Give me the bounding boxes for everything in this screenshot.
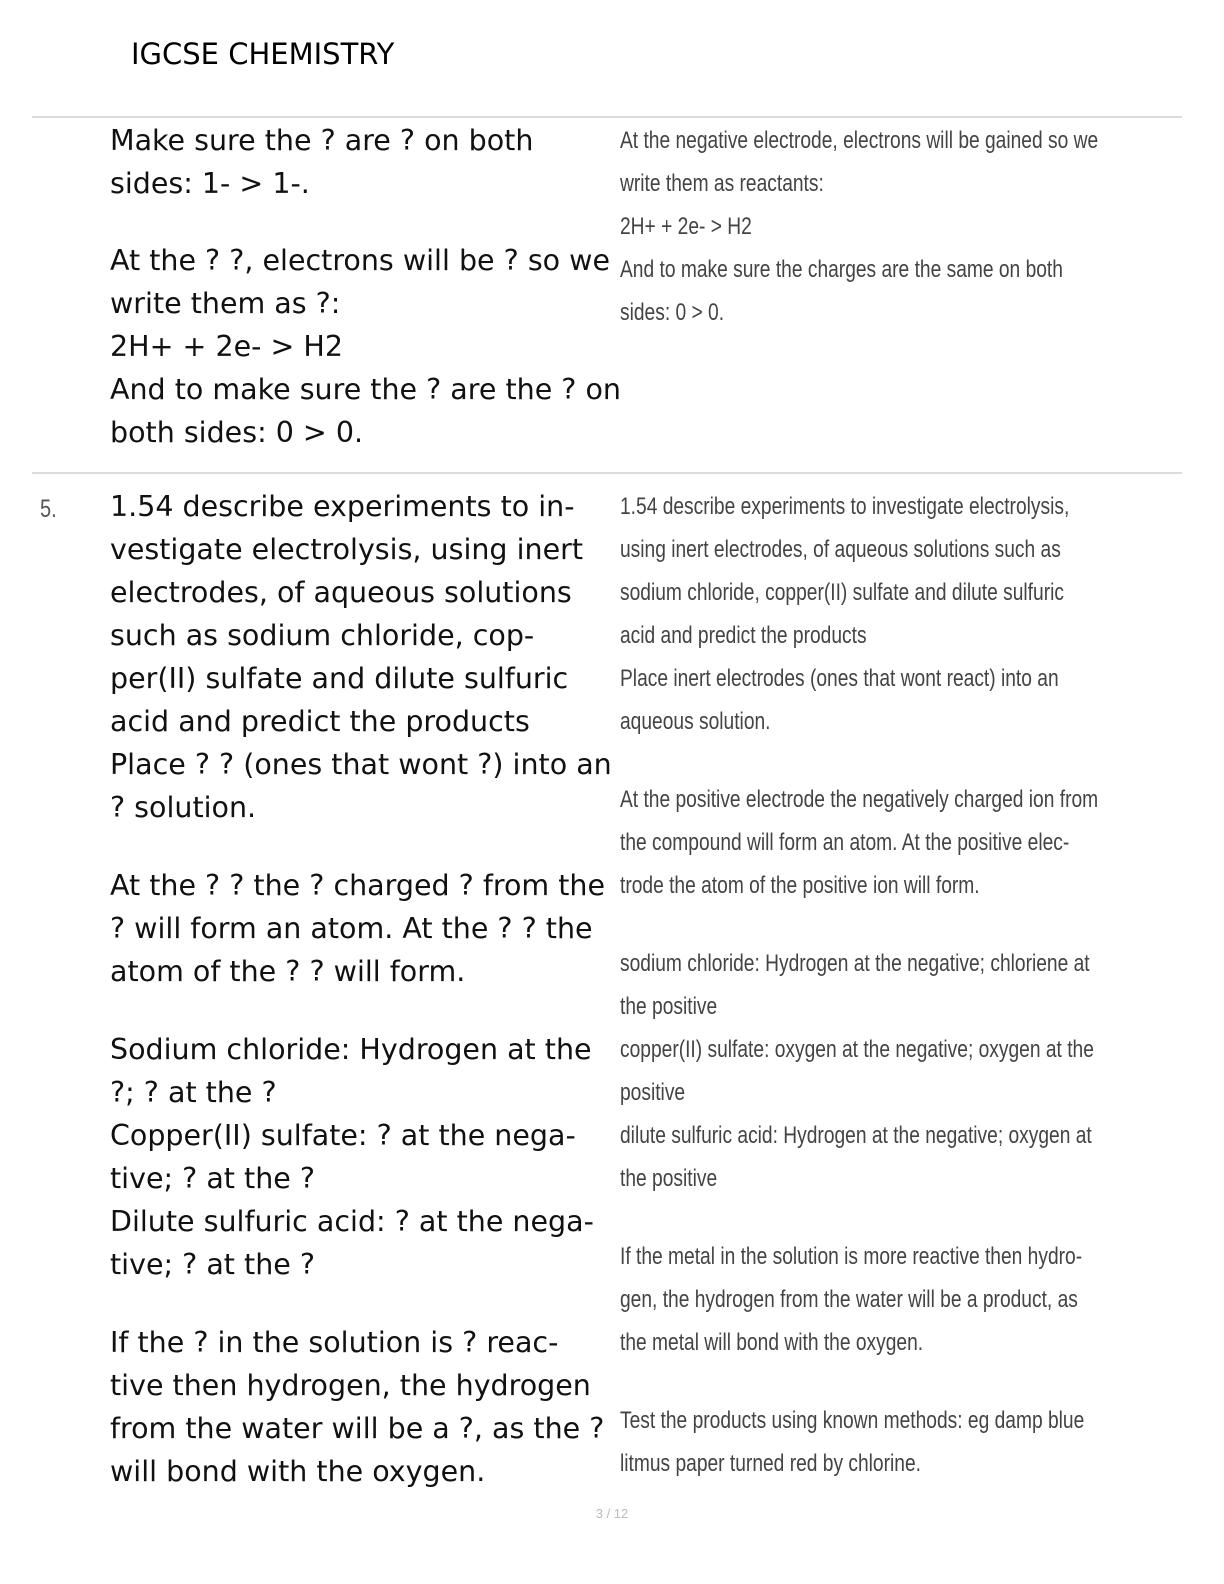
text-line: And to make sure the ? are the ? on [110,373,621,406]
text-line: per(II) sulfate and dilute sulfuric [110,662,569,695]
text-line: the metal will bond with the oxygen. [620,1329,924,1356]
text-line: ? solution. [110,791,257,824]
text-line: such as sodium chloride, cop- [110,619,535,652]
text-line: 1.54 describe experiments to investigate electrolysis, [620,493,1070,520]
text-line: If the metal in the solution is more reactive then hydro- [620,1243,1083,1270]
text-line: At the positive electrode the negatively charged ion from [620,786,1099,813]
row-5-left-cell [110,485,612,1493]
text-line: the positive [620,993,718,1020]
text-line: write them as reactants: [620,170,824,197]
text-line: If the ? in the solution is ? reac- [110,1326,559,1359]
text-line: aqueous solution. [620,708,771,735]
text-line: using inert electrodes, of aqueous solutions such as [620,536,1061,563]
text-line: Copper(II) sulfate: ? at the nega- [110,1119,576,1152]
text-line: ? will form an atom. At the ? ? the [110,912,593,945]
text-line: acid and predict the products [110,705,530,738]
text-line: trode the atom of the positive ion will form. [620,872,980,899]
table-divider-row-5 [32,472,1182,474]
text-line: Make sure the ? are ? on both [110,124,534,157]
text-line: 2H+ + 2e- > H2 [620,213,752,240]
text-line: At the ? ?, electrons will be ? so we [110,244,611,277]
text-line: both sides: 0 > 0. [110,416,364,449]
text-line: Sodium chloride: Hydrogen at the [110,1033,592,1066]
text-line: acid and predict the products [620,622,867,649]
text-line: 1.54 describe experiments to in- [110,490,575,523]
top-row-right-cell [620,119,1099,334]
text-line: positive [620,1079,686,1106]
text-line: tive; ? at the ? [110,1162,315,1195]
text-line: ?; ? at the ? [110,1076,277,1109]
document-title: IGCSE CHEMISTRY [131,37,395,71]
text-line: from the water will be a ?, as the ? [110,1412,605,1445]
text-line: At the ? ? the ? charged ? from the [110,869,605,902]
text-line: vestigate electrolysis, using inert [110,533,583,566]
row-5-right-cell [620,485,1099,1485]
text-line: dilute sulfuric acid: Hydrogen at the negative; oxygen at [620,1122,1092,1149]
text-line: the compound will form an atom. At the positive elec- [620,829,1070,856]
text-line: At the negative electrode, electrons will be gained so we [620,127,1099,154]
text-line: tive; ? at the ? [110,1248,315,1281]
text-line: Place inert electrodes (ones that wont react) into an [620,665,1059,692]
top-row-left-cell [110,119,621,454]
text-line: atom of the ? ? will form. [110,955,466,988]
text-line: Dilute sulfuric acid: ? at the nega- [110,1205,594,1238]
text-line: write them as ?: [110,287,341,320]
text-line: 2H+ + 2e- > H2 [110,330,343,363]
text-line: sodium chloride: Hydrogen at the negative; chloriene at [620,950,1090,977]
text-line: electrodes, of aqueous solutions [110,576,572,609]
text-line: will bond with the oxygen. [110,1455,486,1488]
text-line: litmus paper turned red by chlorine. [620,1450,921,1477]
text-line: the positive [620,1165,718,1192]
table-divider-top [32,116,1182,118]
text-line: sides: 1- > 1-. [110,167,310,200]
text-line: Place ? ? (ones that wont ?) into an [110,748,612,781]
text-line: copper(II) sulfate: oxygen at the negative; oxygen at the [620,1036,1094,1063]
text-line: Test the products using known methods: eg damp blue [620,1407,1085,1434]
text-line: And to make sure the charges are the same on both [620,256,1063,283]
text-line: gen, the hydrogen from the water will be a product, as [620,1286,1078,1313]
text-line: sodium chloride, copper(II) sulfate and dilute sulfuric [620,579,1064,606]
text-line: tive then hydrogen, the hydrogen [110,1369,591,1402]
page-number: 3 / 12 [595,1506,629,1521]
text-line: sides: 0 > 0. [620,299,725,326]
row-number: 5. [40,495,57,523]
